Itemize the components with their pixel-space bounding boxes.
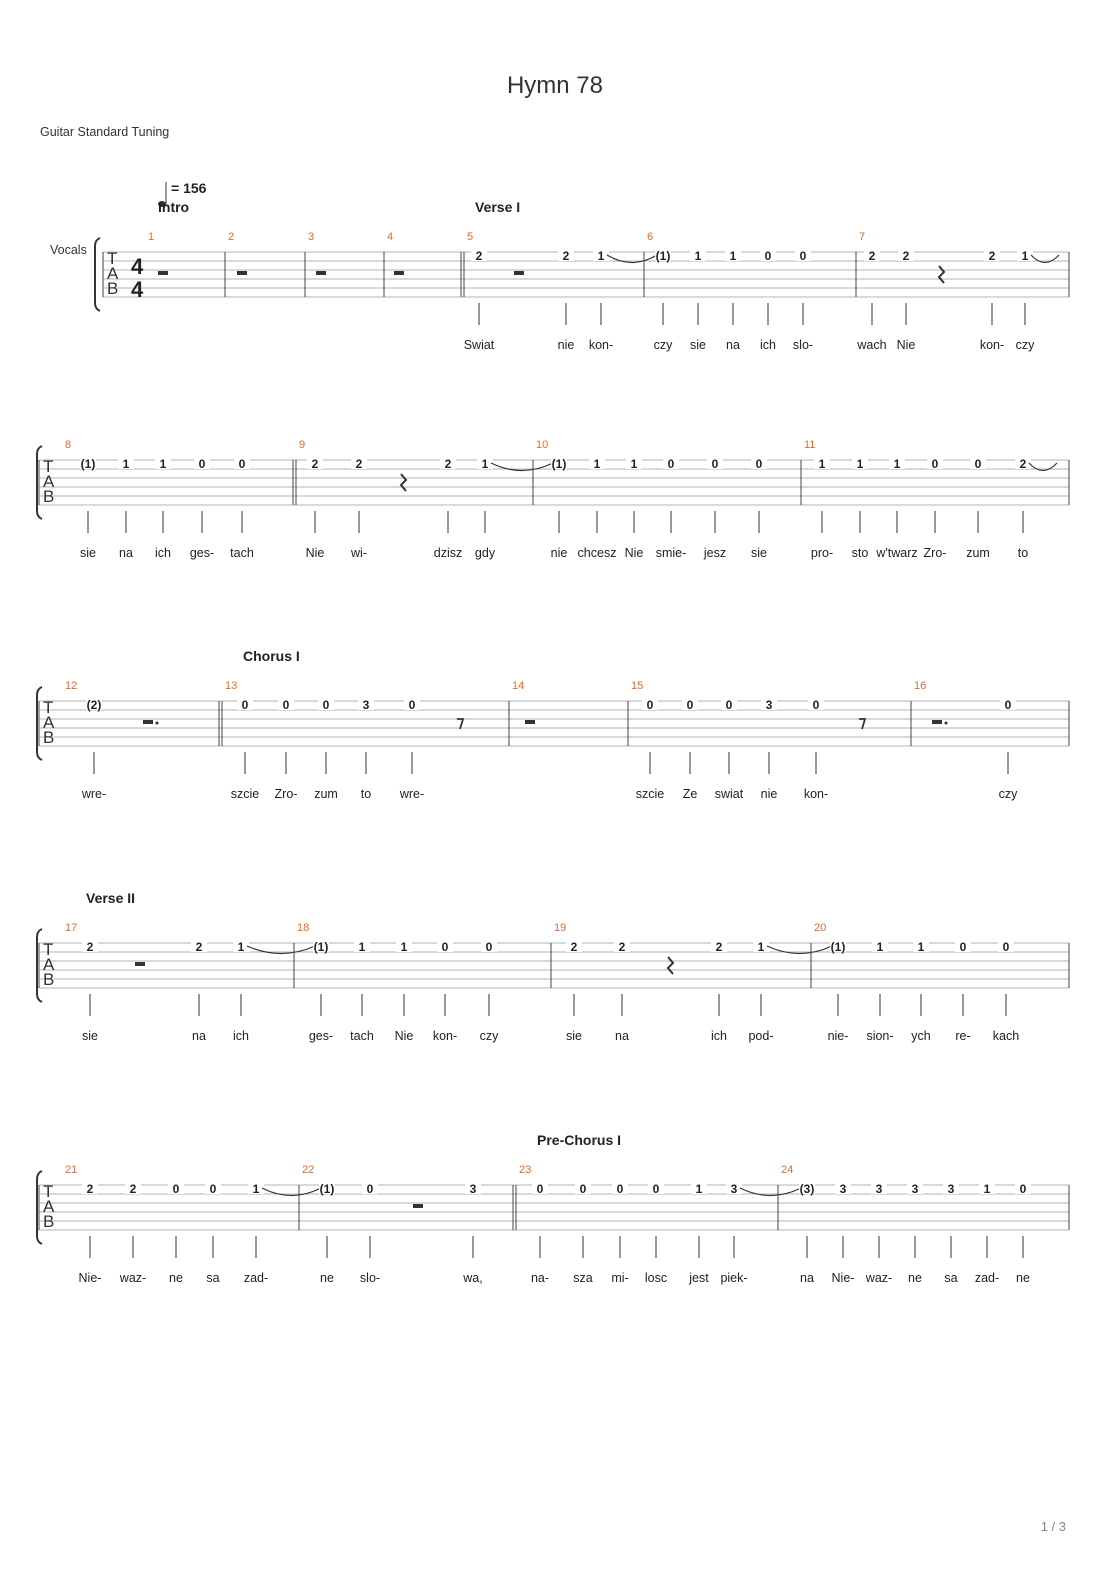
quarter-rest xyxy=(401,474,406,491)
time-signature-top: 4 xyxy=(131,254,144,279)
measure-number: 24 xyxy=(781,1164,794,1176)
tab-clef-letter: B xyxy=(43,970,55,989)
half-rest xyxy=(316,271,326,275)
fret-number: 3 xyxy=(469,1182,477,1196)
lyric-syllable: kon- xyxy=(803,787,829,801)
tab-clef-letter: T xyxy=(43,1182,54,1201)
eighth-rest xyxy=(859,719,865,729)
fret-number: 1 xyxy=(729,249,737,263)
section-label: Chorus I xyxy=(243,648,300,664)
fret-number: 1 xyxy=(695,1182,703,1196)
lyric-syllable: Zro- xyxy=(274,787,298,801)
fret-number: 0 xyxy=(667,457,675,471)
fret-number: 3 xyxy=(911,1182,919,1196)
measure-number: 10 xyxy=(536,439,549,451)
fret-number: 2 xyxy=(195,940,203,954)
tab-clef-letter: A xyxy=(107,264,119,283)
fret-number: 3 xyxy=(875,1182,883,1196)
fret-number: 2 xyxy=(355,457,363,471)
lyric-syllable: Nie- xyxy=(78,1271,102,1285)
fret-number: (1) xyxy=(319,1182,335,1196)
fret-number: 1 xyxy=(983,1182,991,1196)
fret-number: 1 xyxy=(856,457,864,471)
half-rest xyxy=(394,271,404,275)
half-rest xyxy=(143,720,153,724)
fret-number: 1 xyxy=(757,940,765,954)
fret-number: (1) xyxy=(830,940,846,954)
fret-number: 1 xyxy=(122,457,130,471)
lyric-syllable: w'twarz xyxy=(876,546,918,560)
fret-number: (2) xyxy=(86,698,102,712)
lyric-syllable: ges- xyxy=(189,546,215,560)
lyric-syllable: jest xyxy=(689,1271,709,1285)
lyric-syllable: to xyxy=(360,787,372,801)
lyric-syllable: sa xyxy=(944,1271,958,1285)
lyric-syllable: czy xyxy=(1015,338,1035,352)
tab-clef-letter: A xyxy=(43,955,55,974)
lyric-syllable: losc xyxy=(644,1271,668,1285)
lyric-syllable: ne xyxy=(320,1271,334,1285)
half-rest xyxy=(413,1204,423,1208)
measure-number: 16 xyxy=(914,680,927,692)
measure-number: 4 xyxy=(387,231,394,243)
tuning-label: Guitar Standard Tuning xyxy=(40,125,170,139)
fret-number: 0 xyxy=(1004,698,1012,712)
lyric-syllable: swiat xyxy=(714,787,744,801)
fret-number: 0 xyxy=(711,457,719,471)
lyric-syllable: sie xyxy=(751,546,767,560)
section-label: Pre-Chorus I xyxy=(537,1132,622,1148)
fret-number: 2 xyxy=(475,249,483,263)
fret-number: 1 xyxy=(597,249,605,263)
fret-number: 2 xyxy=(988,249,996,263)
lyric-syllable: ych xyxy=(911,1029,931,1043)
fret-number: 1 xyxy=(630,457,638,471)
lyric-syllable: na xyxy=(615,1029,629,1043)
half-rest xyxy=(237,271,247,275)
lyric-syllable: wre- xyxy=(399,787,425,801)
fret-number: 1 xyxy=(818,457,826,471)
fret-number: (1) xyxy=(551,457,567,471)
lyric-syllable: na xyxy=(192,1029,206,1043)
lyric-syllable: ich xyxy=(155,546,171,560)
fret-number: 2 xyxy=(868,249,876,263)
lyric-syllable: sto xyxy=(851,546,869,560)
tab-clef-letter: B xyxy=(43,487,55,506)
page-number: 1 / 3 xyxy=(1040,1519,1066,1534)
fret-number: 0 xyxy=(652,1182,660,1196)
lyric-syllable: pro- xyxy=(810,546,834,560)
tab-clef-letter: B xyxy=(43,1212,55,1231)
fret-number: 0 xyxy=(812,698,820,712)
lyric-syllable: mi- xyxy=(611,1271,629,1285)
eighth-rest xyxy=(457,719,463,729)
fret-number: 0 xyxy=(209,1182,217,1196)
lyric-syllable: na xyxy=(119,546,133,560)
track-name: Vocals xyxy=(50,243,87,257)
lyric-syllable: waz- xyxy=(865,1271,893,1285)
fret-number: 0 xyxy=(1019,1182,1027,1196)
measure-number: 9 xyxy=(299,439,306,451)
fret-number: 0 xyxy=(441,940,449,954)
system-bracket xyxy=(95,238,100,311)
lyric-syllable: wre- xyxy=(81,787,107,801)
fret-number: 0 xyxy=(799,249,807,263)
lyric-syllable: ich xyxy=(760,338,776,352)
lyric-syllable: Nie xyxy=(624,546,644,560)
fret-number: 0 xyxy=(485,940,493,954)
tab-clef-letter: A xyxy=(43,713,55,732)
lyric-syllable: nie- xyxy=(827,1029,849,1043)
fret-number: 0 xyxy=(646,698,654,712)
fret-number: 0 xyxy=(616,1182,624,1196)
rest-dot xyxy=(945,722,948,725)
measure-number: 5 xyxy=(467,231,474,243)
measure-number: 22 xyxy=(302,1164,315,1176)
measure-number: 6 xyxy=(647,231,654,243)
half-rest xyxy=(932,720,942,724)
lyric-syllable: tach xyxy=(350,1029,374,1043)
fret-number: 1 xyxy=(694,249,702,263)
fret-number: 0 xyxy=(725,698,733,712)
lyric-syllable: na- xyxy=(530,1271,550,1285)
fret-number: (1) xyxy=(80,457,96,471)
fret-number: 0 xyxy=(536,1182,544,1196)
fret-number: 0 xyxy=(322,698,330,712)
measure-number: 1 xyxy=(148,231,155,243)
tempo-label: = 156 xyxy=(171,180,207,196)
measure-number: 8 xyxy=(65,439,72,451)
lyric-syllable: zum xyxy=(314,787,338,801)
section-label: Verse I xyxy=(475,199,521,215)
lyric-syllable: nie xyxy=(550,546,568,560)
fret-number: 0 xyxy=(686,698,694,712)
lyric-syllable: sie xyxy=(566,1029,582,1043)
lyric-syllable: ges- xyxy=(308,1029,334,1043)
lyric-syllable: chcesz xyxy=(577,546,617,560)
measure-number: 11 xyxy=(804,439,816,451)
lyric-syllable: wi- xyxy=(351,546,367,560)
measure-number: 3 xyxy=(308,231,315,243)
fret-number: 0 xyxy=(408,698,416,712)
lyric-syllable: sie xyxy=(82,1029,98,1043)
lyric-syllable: sion- xyxy=(866,1029,894,1043)
lyric-syllable: na xyxy=(726,338,740,352)
lyric-syllable: Nie- xyxy=(831,1271,855,1285)
lyric-syllable: ne xyxy=(908,1271,922,1285)
half-rest xyxy=(525,720,535,724)
fret-number: 2 xyxy=(86,940,94,954)
lyric-syllable: sza xyxy=(573,1271,593,1285)
fret-number: 2 xyxy=(562,249,570,263)
fret-number: 1 xyxy=(876,940,884,954)
fret-number: 1 xyxy=(400,940,408,954)
fret-number: 0 xyxy=(366,1182,374,1196)
lyric-syllable: czy xyxy=(653,338,673,352)
lyric-syllable: ne xyxy=(1016,1271,1030,1285)
tab-clef-letter: T xyxy=(107,249,118,268)
lyric-syllable: Nie xyxy=(394,1029,414,1043)
tab-clef-letter: B xyxy=(107,279,119,298)
fret-number: 1 xyxy=(481,457,489,471)
lyric-syllable: jesz xyxy=(703,546,727,560)
time-signature-bottom: 4 xyxy=(131,277,144,302)
fret-number: 1 xyxy=(159,457,167,471)
lyric-syllable: kon- xyxy=(588,338,614,352)
lyric-syllable: czy xyxy=(998,787,1018,801)
lyric-syllable: nie xyxy=(557,338,575,352)
rest-dot xyxy=(156,722,159,725)
measure-number: 12 xyxy=(65,680,78,692)
lyric-syllable: ne xyxy=(169,1271,183,1285)
lyric-syllable: Nie xyxy=(305,546,325,560)
fret-number: 1 xyxy=(917,940,925,954)
lyric-syllable: Swiat xyxy=(463,338,495,352)
fret-number: 0 xyxy=(755,457,763,471)
fret-number: 3 xyxy=(730,1182,738,1196)
lyric-syllable: wach xyxy=(857,338,887,352)
measure-number: 13 xyxy=(225,680,238,692)
lyric-syllable: zad- xyxy=(243,1271,269,1285)
fret-number: 3 xyxy=(362,698,370,712)
lyric-syllable: nie xyxy=(760,787,778,801)
measure-number: 15 xyxy=(631,680,644,692)
tab-clef-letter: A xyxy=(43,1197,55,1216)
measure-number: 21 xyxy=(65,1164,78,1176)
measure-number: 7 xyxy=(859,231,866,243)
lyric-syllable: slo- xyxy=(792,338,814,352)
measure-number: 14 xyxy=(512,680,525,692)
measure-number: 17 xyxy=(65,922,78,934)
fret-number: 0 xyxy=(764,249,772,263)
fret-number: 0 xyxy=(172,1182,180,1196)
fret-number: 0 xyxy=(959,940,967,954)
fret-number: 1 xyxy=(893,457,901,471)
quarter-rest xyxy=(668,957,673,974)
tab-clef-letter: A xyxy=(43,472,55,491)
fret-number: 0 xyxy=(238,457,246,471)
fret-number: 0 xyxy=(282,698,290,712)
fret-number: (3) xyxy=(799,1182,815,1196)
fret-number: 1 xyxy=(237,940,245,954)
lyric-syllable: na xyxy=(800,1271,814,1285)
fret-number: (1) xyxy=(655,249,671,263)
fret-number: (1) xyxy=(313,940,329,954)
fret-number: 2 xyxy=(86,1182,94,1196)
lyric-syllable: sa xyxy=(206,1271,220,1285)
fret-number: 1 xyxy=(252,1182,260,1196)
lyric-syllable: piek- xyxy=(720,1271,748,1285)
lyric-syllable: ich xyxy=(711,1029,727,1043)
fret-number: 1 xyxy=(593,457,601,471)
lyric-syllable: szcie xyxy=(230,787,260,801)
fret-number: 2 xyxy=(570,940,578,954)
fret-number: 0 xyxy=(579,1182,587,1196)
measure-number: 2 xyxy=(228,231,235,243)
fret-number: 0 xyxy=(198,457,206,471)
lyric-syllable: tach xyxy=(230,546,254,560)
fret-number: 0 xyxy=(931,457,939,471)
lyric-syllable: Zro- xyxy=(923,546,947,560)
fret-number: 3 xyxy=(839,1182,847,1196)
fret-number: 2 xyxy=(902,249,910,263)
lyric-syllable: waz- xyxy=(119,1271,147,1285)
lyric-syllable: kon- xyxy=(432,1029,458,1043)
fret-number: 3 xyxy=(947,1182,955,1196)
tab-clef-letter: B xyxy=(43,728,55,747)
measure-number: 19 xyxy=(554,922,567,934)
lyric-syllable: smie- xyxy=(655,546,687,560)
half-rest xyxy=(135,962,145,966)
lyric-syllable: kon- xyxy=(979,338,1005,352)
lyric-syllable: szcie xyxy=(635,787,665,801)
lyric-syllable: ich xyxy=(233,1029,249,1043)
lyric-syllable: dzisz xyxy=(433,546,463,560)
tab-clef-letter: T xyxy=(43,457,54,476)
fret-number: 0 xyxy=(974,457,982,471)
lyric-syllable: gdy xyxy=(474,546,496,560)
fret-number: 2 xyxy=(1019,457,1027,471)
fret-number: 1 xyxy=(358,940,366,954)
lyric-syllable: pod- xyxy=(748,1029,774,1043)
lyric-syllable: sie xyxy=(80,546,96,560)
lyric-syllable: zum xyxy=(966,546,990,560)
section-label: Verse II xyxy=(86,890,136,906)
fret-number: 2 xyxy=(715,940,723,954)
lyric-syllable: zad- xyxy=(974,1271,1000,1285)
fret-number: 2 xyxy=(444,457,452,471)
half-rest xyxy=(514,271,524,275)
fret-number: 0 xyxy=(1002,940,1010,954)
measure-number: 23 xyxy=(519,1164,532,1176)
lyric-syllable: sie xyxy=(690,338,706,352)
lyric-syllable: czy xyxy=(479,1029,499,1043)
fret-number: 2 xyxy=(129,1182,137,1196)
lyric-syllable: to xyxy=(1017,546,1029,560)
fret-number: 2 xyxy=(311,457,319,471)
lyric-syllable: Nie xyxy=(896,338,916,352)
measure-number: 18 xyxy=(297,922,310,934)
tab-clef-letter: T xyxy=(43,698,54,717)
song-title: Hymn 78 xyxy=(506,72,604,99)
tab-clef-letter: T xyxy=(43,940,54,959)
fret-number: 2 xyxy=(618,940,626,954)
lyric-syllable: Ze xyxy=(682,787,698,801)
section-label: Intro xyxy=(158,199,190,215)
lyric-syllable: re- xyxy=(955,1029,971,1043)
half-rest xyxy=(158,271,168,275)
fret-number: 3 xyxy=(765,698,773,712)
measure-number: 20 xyxy=(814,922,827,934)
lyric-syllable: slo- xyxy=(359,1271,381,1285)
lyric-syllable: kach xyxy=(992,1029,1020,1043)
quarter-rest xyxy=(939,266,944,283)
lyric-syllable: wa, xyxy=(463,1271,483,1285)
fret-number: 1 xyxy=(1021,249,1029,263)
fret-number: 0 xyxy=(241,698,249,712)
